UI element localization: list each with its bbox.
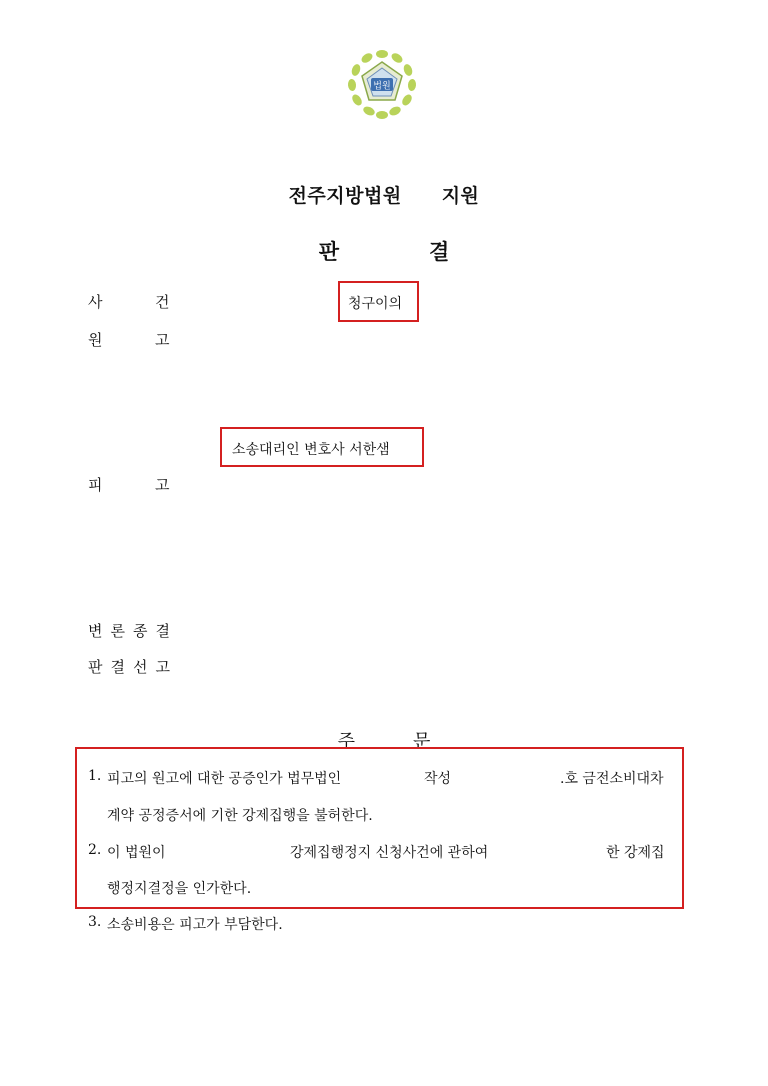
order-1-number: 1. (88, 768, 102, 784)
label-defendant (88, 474, 188, 494)
court-name (0, 181, 768, 208)
label-case (88, 291, 188, 311)
order-3-text: 소송비용은 피고가 부담한다. (107, 917, 283, 933)
order-2-number: 2. (88, 842, 102, 858)
label-closing: 변론종결 (88, 622, 178, 640)
representative: 소송대리인 변호사 서한샘 (232, 442, 390, 458)
court-name-part1: 전주지방법원 (288, 185, 402, 207)
order-1-text-a: 피고의 원고에 대한 공증인가 법무법인 (107, 771, 342, 787)
court-name-part2: 지원 (441, 185, 480, 207)
highlight-representative (220, 427, 424, 467)
order-1-text-b: 작성 (424, 771, 452, 787)
highlight-case-name (338, 281, 419, 322)
label-defendant-b: 고 (155, 476, 170, 494)
label-sentencing: 판결선고 (88, 658, 178, 676)
label-defendant-a: 피 (88, 476, 103, 494)
document-title (0, 236, 768, 266)
order-1-text-c: .호 금전소비대차 (560, 771, 664, 787)
case-name: 청구이의 (348, 296, 403, 312)
order-2-text-c: 한 강제집 (606, 845, 665, 861)
label-case-a: 사 (88, 293, 103, 311)
order-2-continuation: 행정지결정을 인가한다. (107, 881, 252, 897)
emblem-text: 법원 (373, 81, 391, 92)
order-2-text-a: 이 법원이 (107, 845, 166, 861)
order-heading-char-2: 문 (413, 731, 431, 752)
label-plaintiff-a: 원 (88, 331, 103, 349)
label-case-b: 건 (155, 293, 170, 311)
label-plaintiff (88, 329, 188, 349)
order-heading-char-1: 주 (337, 731, 355, 752)
title-char-1: 판 (318, 240, 339, 264)
label-plaintiff-b: 고 (155, 331, 170, 349)
court-emblem (345, 48, 419, 120)
title-char-2: 결 (429, 240, 450, 264)
order-1-continuation: 계약 공정증서에 기한 강제집행을 불허한다. (107, 808, 373, 824)
order-3-number: 3. (88, 914, 102, 930)
order-2-text-b: 강제집행정지 신청사건에 관하여 (290, 845, 489, 861)
